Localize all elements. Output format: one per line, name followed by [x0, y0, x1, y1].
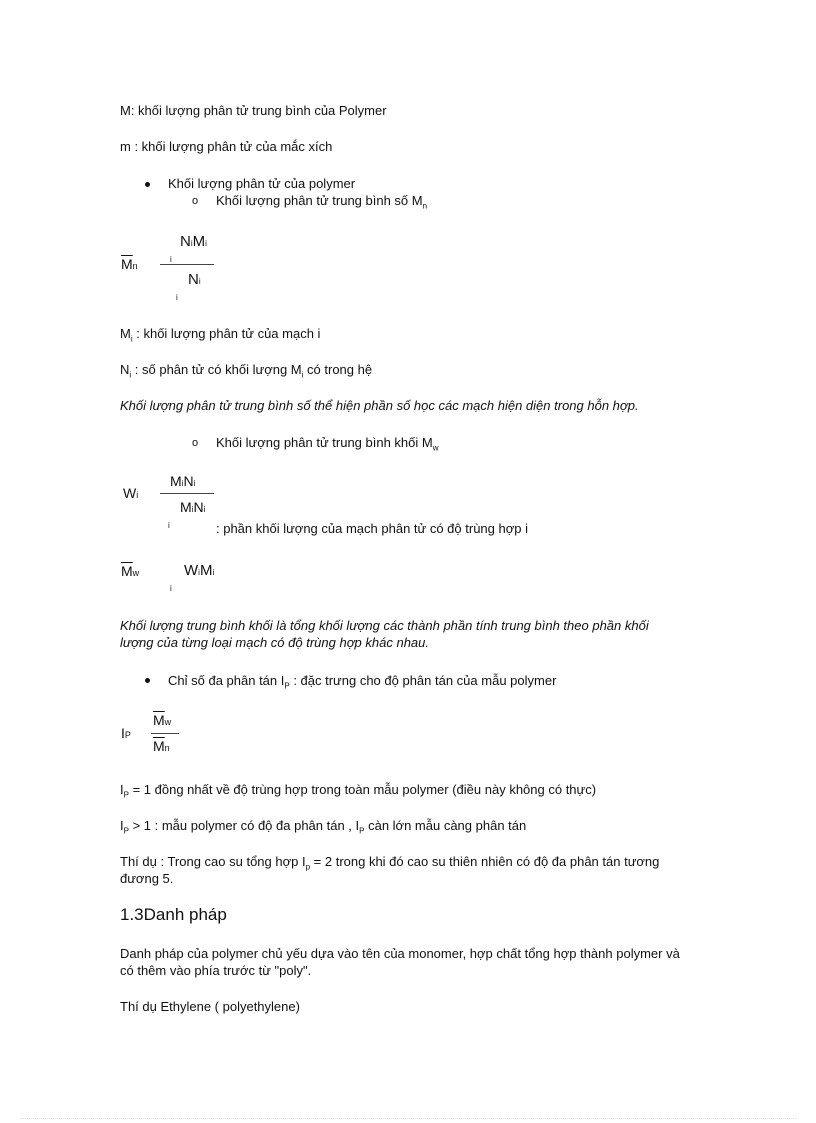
ip-greater-one: $I_P > 1$ : mẫu polymer có độ đa phân tán , $I_P$ càn lớn mẫu càng phân tán [120, 818, 527, 836]
sub-bullet-marker: o [192, 195, 199, 207]
page-bottom-divider [20, 1118, 796, 1119]
definition-m: m : khối lượng phân tử của mắc xích [120, 139, 333, 154]
sub-bullet-weight-average: Khối lượng phân tử trung bình khối $M_w$ [216, 435, 439, 453]
naming-line2: có thêm vào phía trước từ "poly". [120, 963, 312, 978]
naming-example: Thí dụ Ethylene ( polyethylene) [120, 999, 300, 1014]
bullet-polydispersity: Chỉ số đa phân tán $I_P$ : đặc trưng cho độ phân tán của mẫu polymer [168, 673, 557, 691]
note-weight-average-line2: lượng của từng loại mạch có độ trùng hợp khác nhau. [120, 635, 429, 650]
sub-bullet-number-average: Khối lượng phân tử trung bình số $M_n$ [216, 193, 428, 211]
sub-bullet-marker: o [192, 437, 199, 449]
definition-Ni: $N_i$ : số phân tử có khối lượng $M_i$ có trong hệ [120, 362, 373, 380]
note-weight-average-line1: Khối lượng trung bình khối là tổng khối lượng các thành phần tính trung bình theo phần khối [120, 618, 649, 633]
ip-equals-one: $I_P = 1$ đồng nhất về độ trùng hợp trong toàn mẫu polymer (điều này không có thực) [120, 782, 597, 800]
example-line2: đương 5. [120, 871, 174, 886]
section-heading: 1.3Danh pháp [120, 905, 227, 924]
definition-Mi: $M_i$ : khối lượng phân tử của mạch i [120, 326, 321, 344]
note-number-average: Khối lượng phân tử trung bình số thể hiện phần số học các mạch hiện diện trong hỗn hợp. [120, 398, 639, 413]
definition-M: M: khối lượng phân tử trung bình của Polymer [120, 103, 387, 118]
example-line1: Thí dụ : Trong cao su tổng hợp $I_p = 2$ trong khi đó cao su thiên nhiên có độ đa phân tán tương [120, 854, 660, 872]
naming-line1: Danh pháp của polymer chủ yếu dựa vào tên của monomer, hợp chất tổng hợp thành polymer và [120, 946, 680, 961]
bullet-molecular-weight: Khối lượng phân tử của polymer [168, 176, 356, 191]
bullet-dot [145, 678, 150, 683]
bullet-dot [145, 182, 150, 187]
